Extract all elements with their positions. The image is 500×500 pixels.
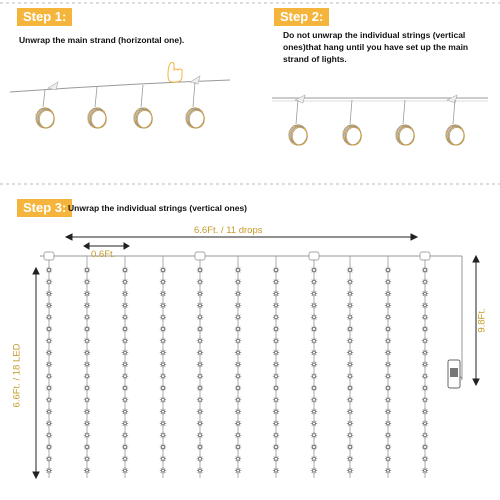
led-bulb: [84, 432, 90, 438]
led-bulb: [273, 373, 279, 379]
led-bulb: [122, 397, 128, 403]
led-bulb: [160, 420, 166, 426]
led-bulb: [422, 385, 428, 391]
led-bulb: [311, 432, 317, 438]
led-bulb: [46, 420, 52, 426]
led-bulb: [273, 397, 279, 403]
led-bulb: [197, 432, 203, 438]
led-bulb: [46, 361, 52, 367]
led-bulb: [122, 267, 128, 273]
led-bulb: [235, 290, 241, 296]
led-bulb: [273, 361, 279, 367]
led-bulb: [311, 349, 317, 355]
led-bulb: [46, 349, 52, 355]
led-bulb: [46, 385, 52, 391]
led-bulb: [160, 432, 166, 438]
led-bulb: [311, 302, 317, 308]
led-bulb: [422, 397, 428, 403]
led-bulb: [160, 267, 166, 273]
led-bulb: [197, 361, 203, 367]
led-bulb: [235, 373, 241, 379]
strand-clip: [44, 252, 54, 260]
strand-clip: [309, 252, 319, 260]
led-bulb: [235, 267, 241, 273]
led-bulb: [160, 408, 166, 414]
led-bulb: [160, 326, 166, 332]
coiled-light-string: [88, 87, 107, 129]
coiled-light-string: [36, 90, 55, 129]
led-bulb: [311, 361, 317, 367]
height-dimension-arrow: [33, 268, 39, 478]
led-bulb: [347, 361, 353, 367]
led-bulb: [422, 349, 428, 355]
led-bulb: [235, 420, 241, 426]
led-bulb: [347, 326, 353, 332]
led-bulb: [235, 361, 241, 367]
led-bulb: [273, 432, 279, 438]
led-bulb: [160, 444, 166, 450]
led-bulb: [422, 267, 428, 273]
led-bulb: [46, 267, 52, 273]
led-bulb: [273, 467, 279, 473]
led-bulb: [46, 373, 52, 379]
led-bulb: [235, 456, 241, 462]
vertical-light-drop: [422, 256, 428, 478]
led-bulb: [160, 467, 166, 473]
led-bulb: [385, 302, 391, 308]
led-bulb: [235, 302, 241, 308]
led-bulb: [385, 326, 391, 332]
vertical-light-drop: [84, 256, 90, 478]
led-bulb: [197, 290, 203, 296]
led-bulb: [385, 444, 391, 450]
led-bulb: [273, 385, 279, 391]
led-bulb: [84, 385, 90, 391]
led-bulb: [84, 467, 90, 473]
led-bulb: [422, 408, 428, 414]
coiled-light-string: [186, 82, 205, 129]
led-bulb: [197, 420, 203, 426]
led-bulb: [84, 314, 90, 320]
led-bulb: [84, 444, 90, 450]
led-bulb: [160, 302, 166, 308]
led-bulb: [385, 290, 391, 296]
led-bulb: [160, 397, 166, 403]
led-bulb: [311, 326, 317, 332]
led-bulb: [311, 267, 317, 273]
led-bulb: [122, 456, 128, 462]
led-bulb: [422, 373, 428, 379]
led-bulb: [122, 314, 128, 320]
led-bulb: [46, 408, 52, 414]
led-bulb: [347, 432, 353, 438]
led-bulb: [46, 326, 52, 332]
coiled-light-string: [343, 100, 362, 146]
led-bulb: [311, 338, 317, 344]
led-bulb: [46, 444, 52, 450]
led-bulb: [311, 385, 317, 391]
led-bulb: [385, 361, 391, 367]
led-bulb: [197, 373, 203, 379]
led-bulb: [347, 444, 353, 450]
vertical-light-drop: [347, 256, 353, 478]
led-bulb: [160, 373, 166, 379]
led-bulb: [122, 361, 128, 367]
coiled-light-string: [134, 85, 153, 129]
led-bulb: [235, 397, 241, 403]
led-bulb: [347, 290, 353, 296]
led-bulb: [422, 290, 428, 296]
led-bulb: [273, 349, 279, 355]
led-bulb: [197, 314, 203, 320]
led-bulb: [122, 279, 128, 285]
led-bulb: [385, 373, 391, 379]
strand-clip: [420, 252, 430, 260]
led-bulb: [197, 349, 203, 355]
led-bulb: [46, 302, 52, 308]
led-bulb: [84, 361, 90, 367]
led-bulb: [122, 432, 128, 438]
led-bulb: [385, 314, 391, 320]
led-bulb: [235, 385, 241, 391]
led-bulb: [197, 385, 203, 391]
led-bulb: [46, 397, 52, 403]
led-bulb: [84, 397, 90, 403]
led-bulb: [422, 314, 428, 320]
led-bulb: [422, 302, 428, 308]
vertical-light-drop: [311, 256, 317, 478]
led-bulb: [347, 408, 353, 414]
led-bulb: [160, 349, 166, 355]
led-bulb: [311, 408, 317, 414]
step2-strand: [272, 95, 488, 103]
vertical-light-drop: [273, 256, 279, 478]
led-bulb: [197, 326, 203, 332]
led-bulb: [273, 302, 279, 308]
led-bulb: [311, 397, 317, 403]
led-bulb: [385, 456, 391, 462]
led-bulb: [422, 420, 428, 426]
led-bulb: [235, 326, 241, 332]
step3-badge: Step 3:: [17, 199, 72, 217]
led-bulb: [46, 432, 52, 438]
step2-text: Do not unwrap the individual strings (vertical ones)that hang until you have set up the main strand of lights.: [283, 30, 469, 64]
step1-strand: [10, 76, 230, 92]
led-bulb: [46, 314, 52, 320]
led-bulb: [160, 290, 166, 296]
led-bulb: [122, 467, 128, 473]
led-bulb: [197, 397, 203, 403]
led-bulb: [347, 385, 353, 391]
vertical-light-drop: [122, 256, 128, 478]
led-bulb: [273, 314, 279, 320]
led-bulb: [235, 444, 241, 450]
led-bulb: [84, 279, 90, 285]
hand-pointer-icon: [168, 62, 182, 82]
led-bulb: [235, 314, 241, 320]
led-bulb: [385, 467, 391, 473]
width-dimension-label: 6.6Ft. / 11 drops: [194, 225, 263, 236]
led-bulb: [385, 408, 391, 414]
led-bulb: [385, 338, 391, 344]
led-bulb: [84, 302, 90, 308]
vertical-light-drop: [235, 256, 241, 478]
step1-badge: Step 1:: [17, 8, 72, 26]
led-bulb: [84, 349, 90, 355]
led-bulb: [422, 432, 428, 438]
led-bulb: [422, 338, 428, 344]
vertical-light-drop: [197, 256, 203, 478]
led-bulb: [197, 302, 203, 308]
usb-plug-icon: [448, 360, 462, 388]
led-bulb: [84, 290, 90, 296]
led-bulb: [311, 373, 317, 379]
led-bulb: [235, 432, 241, 438]
led-bulb: [235, 338, 241, 344]
led-bulb: [311, 444, 317, 450]
led-bulb: [122, 290, 128, 296]
led-bulb: [84, 408, 90, 414]
step3-main-strand: [40, 256, 462, 380]
led-bulb: [311, 467, 317, 473]
vertical-light-drop: [160, 256, 166, 478]
led-bulb: [122, 302, 128, 308]
led-bulb: [160, 456, 166, 462]
vertical-light-drop: [385, 256, 391, 478]
spacing-dimension-label: 0.6Ft.: [91, 249, 116, 260]
led-bulb: [422, 361, 428, 367]
led-bulb: [197, 408, 203, 414]
led-bulb: [422, 456, 428, 462]
led-bulb: [122, 408, 128, 414]
led-bulb: [46, 467, 52, 473]
led-bulb: [235, 349, 241, 355]
led-bulb: [46, 290, 52, 296]
led-bulb: [347, 302, 353, 308]
led-bulb: [122, 349, 128, 355]
led-bulb: [46, 338, 52, 344]
led-bulb: [273, 456, 279, 462]
led-bulb: [197, 444, 203, 450]
led-bulb: [122, 338, 128, 344]
led-bulb: [385, 397, 391, 403]
led-bulb: [84, 420, 90, 426]
led-bulb: [347, 373, 353, 379]
coiled-light-string: [396, 100, 415, 146]
led-bulb: [311, 420, 317, 426]
led-bulb: [84, 338, 90, 344]
led-bulb: [422, 444, 428, 450]
led-bulb: [347, 420, 353, 426]
led-bulb: [422, 279, 428, 285]
coiled-light-string: [289, 100, 308, 146]
led-bulb: [347, 267, 353, 273]
led-bulb: [197, 267, 203, 273]
led-bulb: [311, 279, 317, 285]
led-bulb: [347, 456, 353, 462]
led-bulb: [197, 467, 203, 473]
led-bulb: [122, 420, 128, 426]
coiled-light-string: [446, 100, 465, 146]
led-bulb: [122, 385, 128, 391]
led-bulb: [347, 279, 353, 285]
led-bulb: [84, 456, 90, 462]
strand-clip: [195, 252, 205, 260]
led-bulb: [273, 279, 279, 285]
led-bulb: [84, 326, 90, 332]
led-bulb: [122, 326, 128, 332]
led-bulb: [122, 373, 128, 379]
led-bulb: [273, 444, 279, 450]
led-bulb: [84, 373, 90, 379]
led-bulb: [273, 290, 279, 296]
step3-text: Unwrap the individual strings (vertical ones): [68, 203, 248, 213]
led-bulb: [122, 444, 128, 450]
led-bulb: [273, 338, 279, 344]
led-bulb: [197, 279, 203, 285]
led-bulb: [46, 279, 52, 285]
led-bulb: [347, 349, 353, 355]
step1-text: Unwrap the main strand (horizontal one).: [19, 35, 185, 45]
led-bulb: [160, 279, 166, 285]
step2-badge: Step 2:: [274, 8, 329, 26]
led-bulb: [385, 420, 391, 426]
led-bulb: [273, 267, 279, 273]
led-bulb: [160, 338, 166, 344]
cable-dimension-label: 9.8Ft.: [476, 308, 488, 333]
led-bulb: [385, 349, 391, 355]
led-bulb: [46, 456, 52, 462]
led-bulb: [422, 326, 428, 332]
led-bulb: [235, 467, 241, 473]
led-bulb: [347, 397, 353, 403]
led-bulb: [273, 326, 279, 332]
led-bulb: [311, 456, 317, 462]
led-bulb: [385, 385, 391, 391]
vertical-light-drop: [46, 256, 52, 478]
led-bulb: [311, 314, 317, 320]
led-bulb: [273, 420, 279, 426]
led-bulb: [160, 361, 166, 367]
led-bulb: [235, 408, 241, 414]
led-bulb: [422, 467, 428, 473]
led-bulb: [347, 338, 353, 344]
led-bulb: [84, 267, 90, 273]
led-bulb: [385, 267, 391, 273]
led-bulb: [160, 314, 166, 320]
height-dimension-label: 6.6Ft. / 18 LED: [11, 343, 23, 408]
led-bulb: [273, 408, 279, 414]
led-bulb: [197, 338, 203, 344]
led-bulb: [197, 456, 203, 462]
led-bulb: [160, 385, 166, 391]
led-bulb: [235, 279, 241, 285]
led-bulb: [385, 279, 391, 285]
led-bulb: [347, 467, 353, 473]
led-bulb: [311, 290, 317, 296]
led-bulb: [347, 314, 353, 320]
led-bulb: [385, 432, 391, 438]
